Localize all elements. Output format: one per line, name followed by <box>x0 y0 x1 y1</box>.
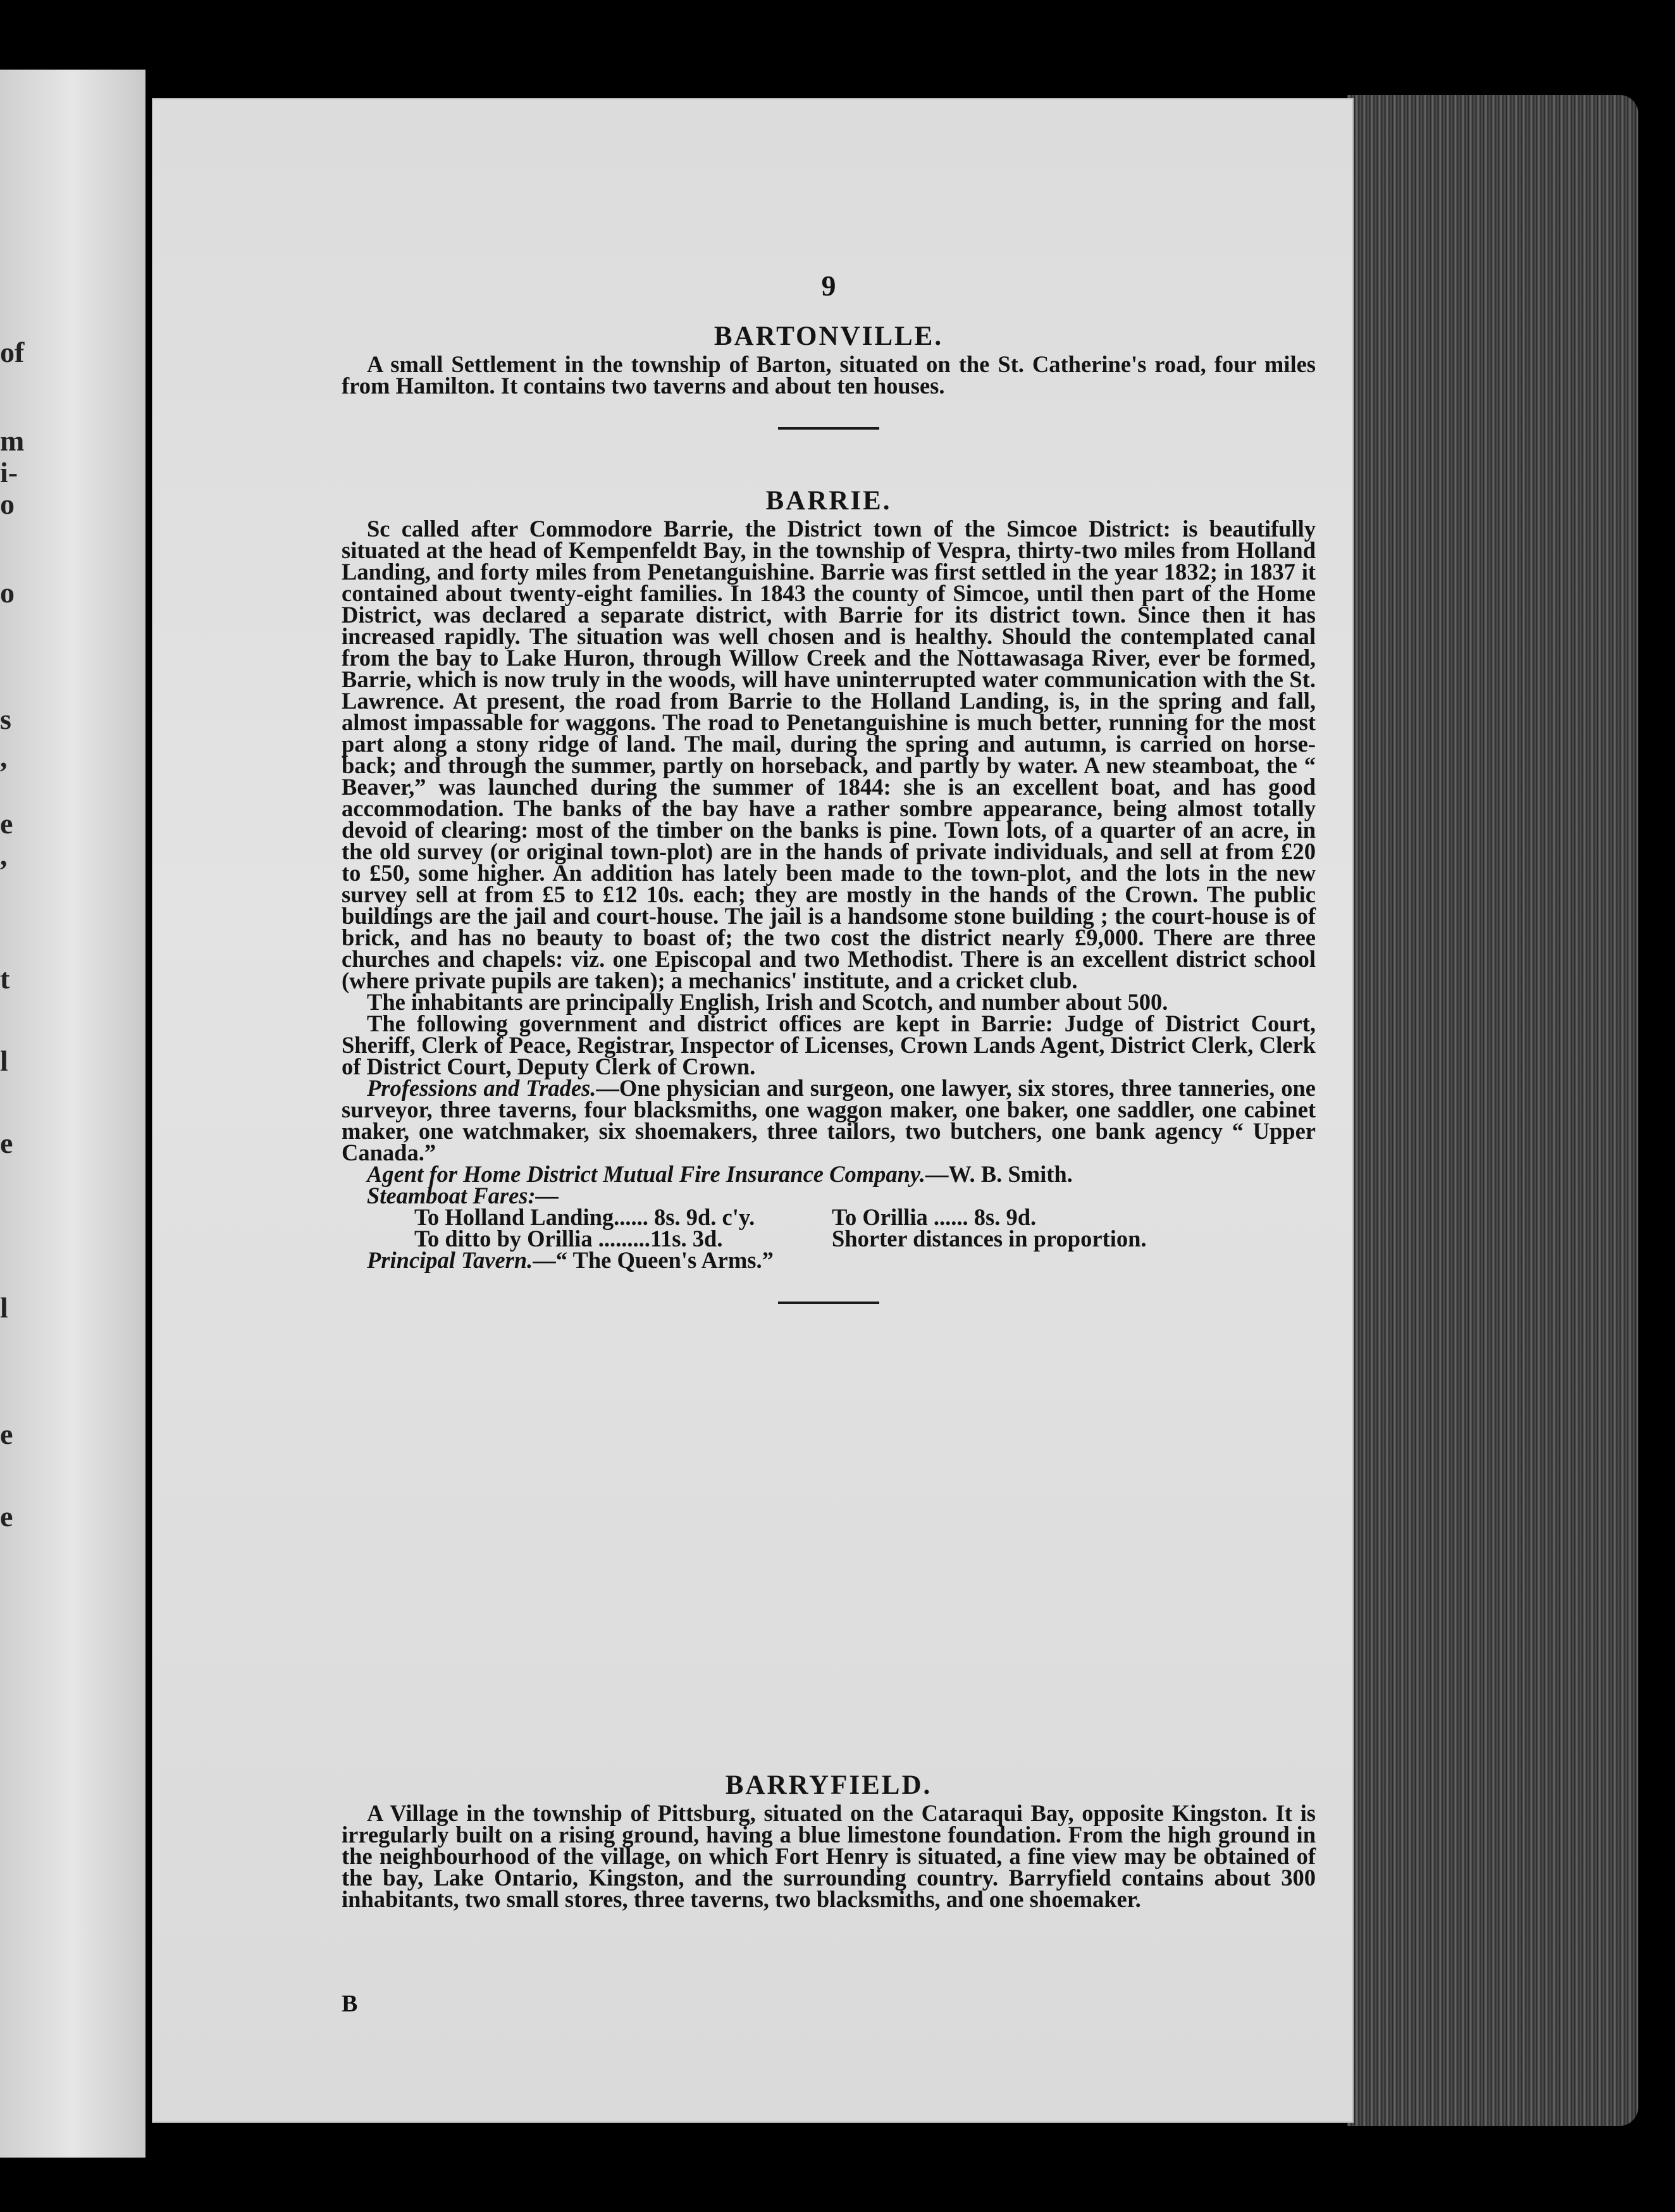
fare-row <box>342 1228 1316 1250</box>
section-divider <box>778 427 879 430</box>
signature-mark: B <box>342 1991 358 2017</box>
book-page-edges <box>1347 95 1638 2126</box>
margin-fragment: e <box>0 1418 13 1450</box>
book-page <box>152 98 1354 2123</box>
section-heading: BARRIE. <box>765 486 892 516</box>
margin-fragment: , <box>0 741 8 773</box>
section-barrie <box>342 486 1316 1333</box>
agent-paragraph <box>342 1161 1316 1187</box>
margin-fragment: , <box>0 839 8 871</box>
fares-table <box>342 1204 1316 1252</box>
section-barryfield <box>342 1770 1316 1912</box>
section-paragraph: Sc called after Commodore Barrie, the District town of the Simcoe District: is beautifully situated at the head of Kempenfeldt Bay, in the township of Vespra, thirty-two miles from Holland Landing, and forty miles from Penetanguishine. Barrie was first settled in the year 1832; in 1837 it contained about twenty-eight families. In 1843 the county of Simcoe, until then part of the Home District, was declared a separate district, with Barrie for its district town. Since then it has increased rapidly. The situation was well chosen and is healthy. Should the contemplated canal from the bay to Lake Huron, through Willow Creek and the Nottawasaga River, ever be formed, Barrie, which is now truly in the woods, will have uninterrupted water communication with the St. Lawrence. At present, the road from Barrie to the Holland Landing, is, in the spring and fall, almost impassable for waggons. The road to Penetanguishine is much better, running for the most part along a stony ridge of land. The mail, during the spring and autumn, is carried on horse-back; and through the summer, partly on horseback, and partly by water. A new steamboat, the “ Beaver,” was launched during the summer of 1844: she is an excellent boat, and has good accommodation. The banks of the bay have a rather sombre appearance, being almost totally devoid of clearing: most of the timber on the banks is pine. Town lots, of a quarter of an acre, in the old survey (or original town-plot) are in the hands of private individuals, and sell at from £20 to £50, some higher. An addition has lately been made to the town-plot, and the lots in the new survey sell at from £5 to £12 10s. each; they are mostly in the hands of the Crown. The public buildings are the jail and court-house. The jail is a handsome stone building ; the court-house is of brick, and has no beauty to boast of; the two cost the district nearly £9,000. There are three churches and chapels: viz. one Episcopal and two Methodist. There is an excellent district school (where private pupils are taken); a mechanics' institute, and a cricket club. <box>342 516 1316 993</box>
fare-cell: To Holland Landing...... 8s. 9d. c'y. <box>414 1204 755 1230</box>
fare-cell: To Orillia ...... 8s. 9d. <box>832 1204 1037 1230</box>
left-page-margin <box>0 70 145 2158</box>
fare-row <box>342 1204 1316 1230</box>
section-divider <box>778 1302 879 1304</box>
margin-fragment: o <box>0 488 15 520</box>
section-paragraph: The following government and district offices are kept in Barrie: Judge of District Court, Sheriff, Clerk of Peace, Registrar, Inspector of Licenses, Crown Lands Agent, District Clerk, Clerk of District Court, Deputy Clerk of Crown. <box>342 1010 1316 1079</box>
agent-label: Agent for Home District Mutual Fire Insurance Company. <box>367 1161 925 1187</box>
margin-fragment: e <box>0 1500 13 1532</box>
section-heading: BARRYFIELD. <box>725 1770 932 1800</box>
margin-fragment: e <box>0 807 13 840</box>
tavern-label: Principal Tavern. <box>367 1247 533 1273</box>
fare-cell: To ditto by Orillia .........11s. 3d. <box>414 1226 723 1252</box>
page-number: 9 <box>821 270 836 302</box>
tavern-text: —“ The Queen's Arms.” <box>533 1247 774 1273</box>
professions-paragraph <box>342 1075 1316 1165</box>
tavern-paragraph <box>342 1247 1316 1273</box>
margin-fragment: o <box>0 576 15 609</box>
margin-fragment: e <box>0 1127 13 1159</box>
margin-fragment: m <box>0 425 25 457</box>
fare-cell: Shorter distances in proportion. <box>832 1226 1147 1252</box>
margin-fragment: l <box>0 1045 8 1077</box>
margin-fragment: of <box>0 336 25 368</box>
margin-fragment: t <box>0 962 10 995</box>
fares-label: Steamboat Fares:— <box>367 1183 559 1209</box>
section-paragraph: The inhabitants are principally English, Irish and Scotch, and number about 500. <box>367 989 1168 1015</box>
section-heading: BARTONVILLE. <box>714 321 944 351</box>
agent-text: —W. B. Smith. <box>925 1161 1073 1187</box>
margin-fragment: i- <box>0 456 18 488</box>
margin-fragment: l <box>0 1291 8 1324</box>
section-paragraph: A Village in the township of Pittsburg, situated on the Cataraqui Bay, opposite Kingston. It is irregularly built on a rising ground, having a blue limestone foundation. From the high ground in the neighbourhood of the village, on which Fort Henry is situated, a fine view may be obtained of the bay, Lake Ontario, Kingston, and the surrounding country. Barryfield contains about 300 inhabitants, two small stores, three taverns, two blacksmiths, and one shoemaker. <box>342 1800 1316 1912</box>
margin-fragment: s <box>0 703 11 735</box>
professions-label: Professions and Trades. <box>367 1075 596 1101</box>
professions-text: —One physician and surgeon, one lawyer, six stores, three tanneries, one surveyor, three taverns, four blacksmiths, one waggon maker, one baker, one saddler, one cabinet maker, one watchmaker, six shoemakers, three tailors, two butchers, one bank agency “ Upper Canada.” <box>342 1075 1316 1165</box>
section-paragraph: A small Settlement in the township of Barton, situated on the St. Catherine's road, four miles from Hamilton. It contains two taverns and about ten houses. <box>342 351 1316 399</box>
section-bartonville <box>342 321 1316 459</box>
